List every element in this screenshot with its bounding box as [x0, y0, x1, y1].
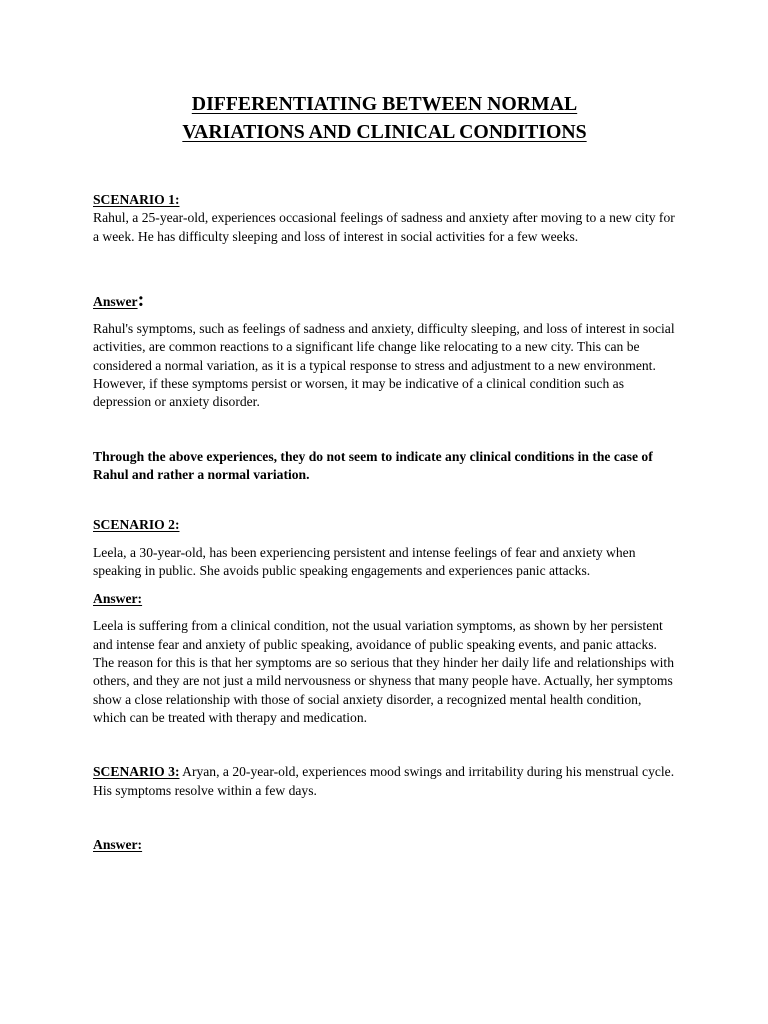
answer-label-text: Answer [93, 293, 138, 309]
scenario-1-conclusion: Through the above experiences, they do not seem to indicate any clinical conditions in the case of Rahul and rather a normal variation. [93, 448, 653, 482]
scenario-2-answer-text: Leela is suffering from a clinical condition, not the usual variation symptoms, as shown by her persistent and intense fear and anxiety of public speaking, avoidance of public speaking events, and panic attacks. The reason for this is that her symptoms are so serious that they hinder her daily life and relationships with others, and they are not just a mild nervousness or shyness that many people have. Actually, her symptoms show a close relationship with those of social anxiety disorder, a recognized mental health condition, which can be treated with therapy and medication. [93, 618, 675, 725]
scenario-3-heading: SCENARIO 3: [93, 764, 180, 780]
title-line-1: DIFFERENTIATING BETWEEN NORMAL [191, 93, 578, 115]
title-line-2: VARIATIONS AND CLINICAL CONDITIONS [182, 121, 587, 143]
scenario-2-heading: SCENARIO 2: [93, 517, 180, 533]
scenario-1-answer-label [93, 288, 676, 311]
answer-label-colon: : [137, 288, 145, 311]
scenario-1-text: Rahul, a 25-year-old, experiences occasional feelings of sadness and anxiety after moving to a new city for a week. He has difficulty sleeping and loss of interest in social activities for a few weeks. [93, 210, 675, 244]
scenario-2-text: Leela, a 30-year-old, has been experiencing persistent and intense feelings of fear and anxiety when speaking in public. She avoids public speaking engagements and experiences panic attacks. [93, 544, 636, 578]
document-title [93, 0, 676, 146]
scenario-1-heading: SCENARIO 1: [93, 192, 180, 207]
scenario-1-answer-text: Rahul's symptoms, such as feelings of sadness and anxiety, difficulty sleeping, and loss of interest in social activities, are common reactions to a significant life change like relocating to a new city. This can be considered a normal variation, as it is a typical response to stress and adjustment to a new environment. However, if these symptoms persist or worsen, it may be indicative of a clinical condition such as depression or anxiety disorder. [93, 321, 675, 410]
scenario-3-answer-label: Answer: [93, 836, 143, 852]
scenario-3-text: Aryan, a 20-year-old, experiences mood swings and irritability during his menstrual cycle. His symptoms resolve within a few days. [93, 764, 675, 798]
scenario-3-paragraph [93, 763, 676, 800]
scenario-2-answer-label: Answer: [93, 591, 143, 607]
